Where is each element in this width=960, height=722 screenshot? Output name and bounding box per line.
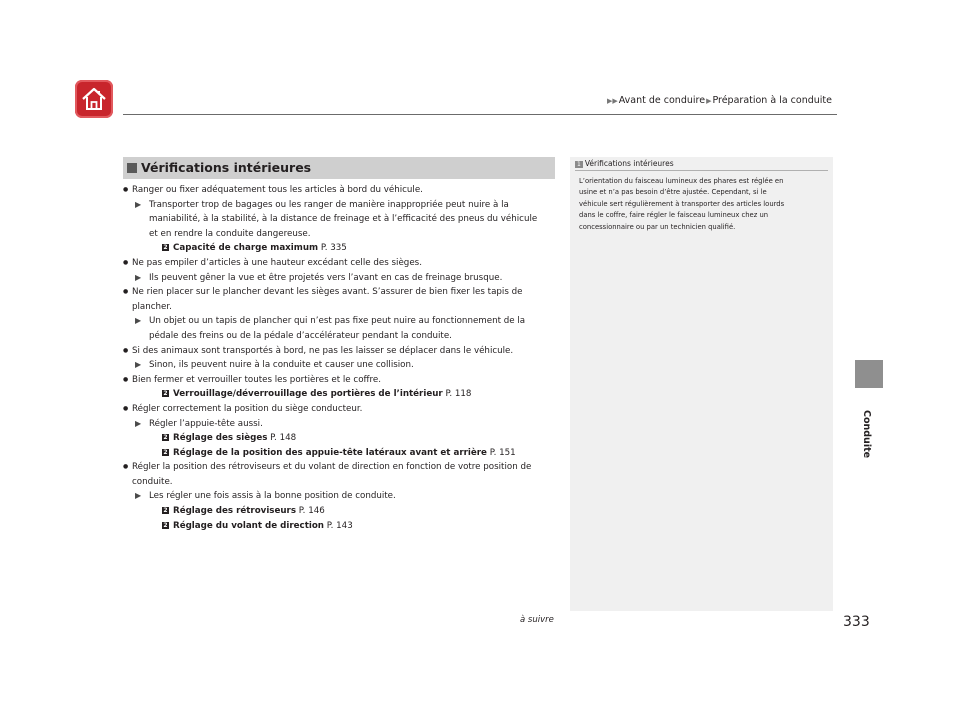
sidebar-note-title: Vérifications intérieures: [584, 159, 674, 168]
sub-text: Régler l’appuie-tête aussi.: [149, 418, 263, 429]
section-marker-icon: [127, 163, 137, 173]
reference-icon: 2: [163, 434, 168, 442]
section-header: [123, 157, 555, 179]
reference-page[interactable]: P. 151: [489, 447, 516, 458]
continuation-text: conduite.: [132, 476, 173, 487]
continuation-text: pédale des freins ou de la pédale d’accélérateur pendant la conduite.: [149, 330, 452, 341]
reference-icon: 2: [163, 244, 168, 252]
chapter-tab[interactable]: [855, 360, 883, 388]
reference-icon: 2: [163, 507, 168, 515]
home-button[interactable]: [75, 80, 113, 118]
bullet-item: [123, 373, 563, 388]
note-line: dans le coffre, faire régler le faisceau lumineux chez un: [579, 211, 769, 220]
bullet-text: Ne pas empiler d’articles à une hauteur excédant celle des sièges.: [132, 257, 422, 268]
bullet-text: Ranger ou fixer adéquatement tous les articles à bord du véhicule.: [132, 185, 423, 195]
note-line: véhicule sert régulièrement à transporter des articles lourds: [579, 199, 785, 208]
header-rule: [123, 114, 837, 115]
breadcrumb-item[interactable]: Avant de conduire: [618, 95, 706, 106]
reference-title[interactable]: Verrouillage/déverrouillage des portières de l’intérieur: [173, 389, 443, 400]
sub-text: Sinon, ils peuvent nuire à la conduite et causer une collision.: [149, 360, 414, 371]
continuation-text: et en rendre la conduite dangereuse.: [149, 228, 311, 239]
bullet-text: Ne rien placer sur le plancher devant les sièges avant. S’assurer de bien fixer les tapis de: [132, 287, 523, 298]
sub-item: [123, 314, 563, 329]
reference-icon: 2: [163, 448, 168, 456]
reference-title[interactable]: Réglage du volant de direction: [173, 520, 324, 531]
breadcrumb: ▶▶Avant de conduire▶Préparation à la conduite: [606, 95, 832, 106]
reference-page[interactable]: P. 335: [320, 243, 347, 254]
sub-item: [123, 271, 563, 286]
sub-text: Les régler une fois assis à la bonne position de conduite.: [149, 491, 396, 502]
arrow-icon: ▶: [135, 272, 142, 282]
reference-title[interactable]: Réglage de la position des appuie-tête latéraux avant et arrière: [173, 447, 487, 458]
sub-text: Un objet ou un tapis de plancher qui n’est pas fixe peut nuire au fonctionnement de la: [149, 316, 526, 327]
section-title: Vérifications intérieures: [141, 160, 312, 175]
continuation-text: maniabilité, à la stabilité, à la distance de freinage et à l’efficacité des pneus du véhicule: [149, 214, 538, 225]
breadcrumb-item[interactable]: Préparation à la conduite: [712, 95, 832, 106]
note-line: L’orientation du faisceau lumineux des phares est réglée en: [579, 177, 784, 185]
note-number: 1: [577, 161, 581, 168]
reference-page[interactable]: P. 118: [445, 389, 472, 400]
note-line: concessionnaire ou par un technicien qualifié.: [579, 222, 736, 231]
sub-item: [123, 417, 563, 432]
continuation-line: [123, 300, 563, 315]
bullet-item: [123, 402, 563, 417]
cross-reference[interactable]: [123, 519, 563, 534]
cross-reference[interactable]: [123, 387, 563, 402]
reference-title[interactable]: Capacité de charge maximum: [173, 243, 319, 254]
reference-page[interactable]: P. 143: [326, 520, 353, 531]
section-body: [123, 183, 563, 533]
arrow-icon: ▶: [135, 199, 142, 209]
reference-title[interactable]: Réglage des rétroviseurs: [173, 506, 297, 517]
sub-text: Ils peuvent gêner la vue et être projetés vers l’avant en cas de freinage brusque.: [149, 272, 503, 283]
bullet-item: [123, 183, 563, 198]
cross-reference[interactable]: [123, 431, 563, 446]
bullet-item: [123, 460, 563, 475]
cross-reference[interactable]: [123, 241, 563, 256]
continuation-line: [123, 475, 563, 490]
sub-item: [123, 358, 563, 373]
bullet-item: [123, 344, 563, 359]
page-number: 333: [843, 614, 870, 630]
bullet-text: Bien fermer et verrouiller toutes les portières et le coffre.: [132, 374, 381, 385]
arrow-icon: ▶: [135, 491, 142, 501]
bullet-item: [123, 256, 563, 271]
sub-item: [123, 198, 563, 213]
sidebar-note: [570, 157, 833, 611]
sub-item: [123, 489, 563, 504]
cross-reference[interactable]: [123, 446, 563, 461]
sidebar-note-text: [579, 176, 827, 233]
sidebar-note-rule: [575, 170, 828, 171]
bullet-text: Si des animaux sont transportés à bord, ne pas les laisser se déplacer dans le véhicule.: [132, 345, 514, 356]
continuation-line: [123, 329, 563, 344]
continuation-text: plancher.: [132, 301, 172, 312]
chapter-label: Conduite: [861, 410, 872, 459]
arrow-icon: ▶: [135, 418, 142, 428]
note-line: usine et n’a pas besoin d’être ajustée. Cependant, si le: [579, 188, 767, 197]
reference-icon: 2: [163, 521, 168, 529]
arrow-icon: ▶: [135, 316, 142, 326]
continued-label: à suivre: [520, 615, 554, 625]
reference-page[interactable]: P. 146: [298, 506, 325, 517]
reference-icon: 2: [163, 390, 168, 398]
continuation-line: [123, 212, 563, 227]
home-icon: [80, 85, 108, 113]
continuation-line: [123, 227, 563, 242]
reference-title[interactable]: Réglage des sièges: [173, 433, 268, 444]
sidebar-note-header: [575, 159, 674, 168]
bullet-text: Régler correctement la position du siège conducteur.: [132, 403, 363, 414]
bullet-item: [123, 285, 563, 300]
arrow-icon: ▶: [135, 360, 142, 370]
cross-reference[interactable]: [123, 504, 563, 519]
reference-page[interactable]: P. 148: [270, 433, 297, 444]
bullet-text: Régler la position des rétroviseurs et du volant de direction en fonction de votre position de: [132, 462, 532, 473]
sub-text: Transporter trop de bagages ou les ranger de manière inappropriée peut nuire à la: [149, 199, 509, 210]
